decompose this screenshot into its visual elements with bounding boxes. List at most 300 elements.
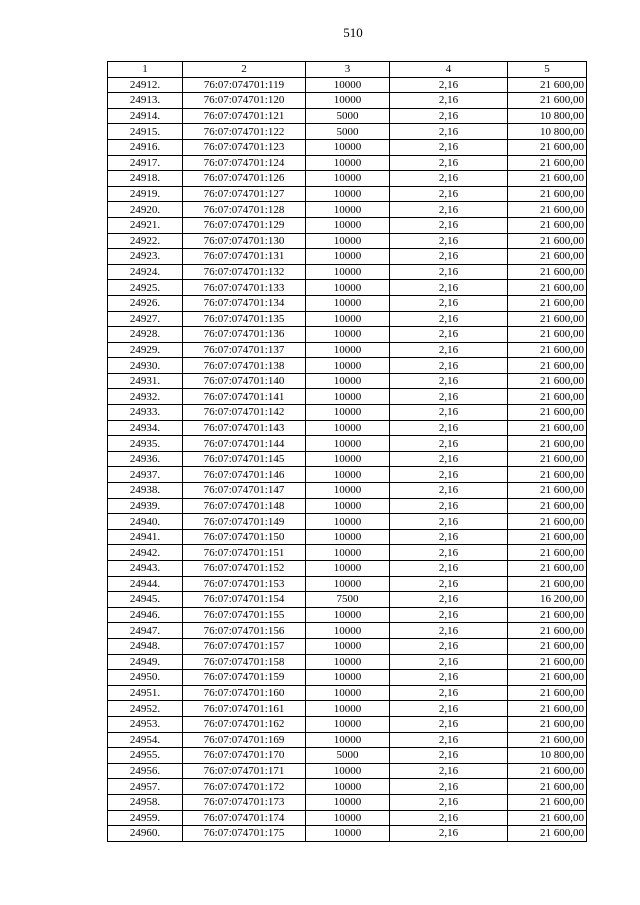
table-cell: 10000 <box>306 389 390 405</box>
table-cell: 10000 <box>306 607 390 623</box>
table-cell: 76:07:074701:170 <box>183 748 306 764</box>
table-cell: 76:07:074701:123 <box>183 139 306 155</box>
table-cell: 21 600,00 <box>508 732 587 748</box>
table-cell: 10000 <box>306 342 390 358</box>
table-cell: 24947. <box>108 623 183 639</box>
table-cell: 10000 <box>306 576 390 592</box>
table-cell: 24938. <box>108 483 183 499</box>
table-cell: 76:07:074701:159 <box>183 670 306 686</box>
table-cell: 10000 <box>306 233 390 249</box>
table-cell: 21 600,00 <box>508 405 587 421</box>
table-row <box>108 654 587 670</box>
table-cell: 24940. <box>108 514 183 530</box>
table-cell: 76:07:074701:169 <box>183 732 306 748</box>
table-cell: 5000 <box>306 124 390 140</box>
table-cell: 2,16 <box>390 732 508 748</box>
table-cell: 21 600,00 <box>508 607 587 623</box>
table-row <box>108 93 587 109</box>
column-header: 5 <box>508 62 587 78</box>
column-header: 1 <box>108 62 183 78</box>
table-cell: 76:07:074701:122 <box>183 124 306 140</box>
table-cell: 10000 <box>306 358 390 374</box>
table-cell: 24924. <box>108 264 183 280</box>
table-cell: 21 600,00 <box>508 716 587 732</box>
table-cell: 2,16 <box>390 217 508 233</box>
table-cell: 24916. <box>108 139 183 155</box>
table-cell: 24917. <box>108 155 183 171</box>
table-cell: 10 800,00 <box>508 748 587 764</box>
table-cell: 10000 <box>306 483 390 499</box>
table-cell: 2,16 <box>390 498 508 514</box>
table-cell: 76:07:074701:150 <box>183 529 306 545</box>
table-cell: 2,16 <box>390 794 508 810</box>
column-header: 2 <box>183 62 306 78</box>
table-cell: 24914. <box>108 108 183 124</box>
table-cell: 2,16 <box>390 483 508 499</box>
table-row <box>108 217 587 233</box>
table-cell: 10000 <box>306 249 390 265</box>
table-cell: 24952. <box>108 701 183 717</box>
table-cell: 10000 <box>306 295 390 311</box>
table-cell: 10000 <box>306 93 390 109</box>
table-cell: 21 600,00 <box>508 514 587 530</box>
table-cell: 10000 <box>306 186 390 202</box>
table-row <box>108 436 587 452</box>
table-cell: 76:07:074701:140 <box>183 373 306 389</box>
table-cell: 2,16 <box>390 389 508 405</box>
table-cell: 24942. <box>108 545 183 561</box>
table-cell: 2,16 <box>390 451 508 467</box>
table-cell: 76:07:074701:137 <box>183 342 306 358</box>
table-row <box>108 701 587 717</box>
table-row <box>108 342 587 358</box>
table-cell: 24946. <box>108 607 183 623</box>
table-row <box>108 327 587 343</box>
table-cell: 2,16 <box>390 670 508 686</box>
table-cell: 76:07:074701:141 <box>183 389 306 405</box>
table-cell: 21 600,00 <box>508 186 587 202</box>
table-cell: 2,16 <box>390 233 508 249</box>
table-cell: 10000 <box>306 436 390 452</box>
table-cell: 10000 <box>306 529 390 545</box>
table-cell: 2,16 <box>390 436 508 452</box>
table-cell: 24941. <box>108 529 183 545</box>
table-cell: 10000 <box>306 77 390 93</box>
table-cell: 21 600,00 <box>508 685 587 701</box>
table-cell: 24925. <box>108 280 183 296</box>
table-row <box>108 311 587 327</box>
table-row <box>108 139 587 155</box>
table-cell: 24928. <box>108 327 183 343</box>
table-cell: 76:07:074701:145 <box>183 451 306 467</box>
table-row <box>108 685 587 701</box>
table-cell: 10000 <box>306 670 390 686</box>
table-cell: 2,16 <box>390 249 508 265</box>
table-cell: 10000 <box>306 373 390 389</box>
table-row <box>108 233 587 249</box>
table-cell: 2,16 <box>390 810 508 826</box>
table-cell: 24949. <box>108 654 183 670</box>
table-cell: 2,16 <box>390 358 508 374</box>
table-cell: 76:07:074701:127 <box>183 186 306 202</box>
table-cell: 21 600,00 <box>508 654 587 670</box>
table-cell: 24932. <box>108 389 183 405</box>
table-cell: 24948. <box>108 638 183 654</box>
table-cell: 2,16 <box>390 108 508 124</box>
table-row <box>108 451 587 467</box>
table-row <box>108 670 587 686</box>
table-cell: 2,16 <box>390 171 508 187</box>
table-cell: 7500 <box>306 592 390 608</box>
table-cell: 2,16 <box>390 155 508 171</box>
table-cell: 76:07:074701:129 <box>183 217 306 233</box>
table-cell: 21 600,00 <box>508 529 587 545</box>
table-cell: 2,16 <box>390 280 508 296</box>
table-cell: 76:07:074701:153 <box>183 576 306 592</box>
table-cell: 76:07:074701:120 <box>183 93 306 109</box>
table-cell: 76:07:074701:157 <box>183 638 306 654</box>
table-cell: 24954. <box>108 732 183 748</box>
table-row <box>108 467 587 483</box>
table-row <box>108 77 587 93</box>
table-cell: 24933. <box>108 405 183 421</box>
table-cell: 24913. <box>108 93 183 109</box>
table-row <box>108 124 587 140</box>
table-cell: 24934. <box>108 420 183 436</box>
table-cell: 76:07:074701:155 <box>183 607 306 623</box>
table-row <box>108 607 587 623</box>
table-cell: 21 600,00 <box>508 202 587 218</box>
table-cell: 10 800,00 <box>508 108 587 124</box>
table-cell: 2,16 <box>390 763 508 779</box>
table-cell: 24926. <box>108 295 183 311</box>
column-header: 4 <box>390 62 508 78</box>
table-cell: 2,16 <box>390 342 508 358</box>
table-row <box>108 405 587 421</box>
table-cell: 76:07:074701:152 <box>183 561 306 577</box>
table-cell: 21 600,00 <box>508 327 587 343</box>
table-row <box>108 186 587 202</box>
table-row <box>108 826 587 842</box>
table-cell: 76:07:074701:154 <box>183 592 306 608</box>
table-row <box>108 514 587 530</box>
table-cell: 76:07:074701:131 <box>183 249 306 265</box>
table-cell: 2,16 <box>390 638 508 654</box>
table-cell: 21 600,00 <box>508 77 587 93</box>
table-cell: 24950. <box>108 670 183 686</box>
table-row <box>108 763 587 779</box>
table-cell: 76:07:074701:162 <box>183 716 306 732</box>
table-row <box>108 592 587 608</box>
table-cell: 21 600,00 <box>508 155 587 171</box>
table-cell: 2,16 <box>390 576 508 592</box>
table-cell: 10000 <box>306 139 390 155</box>
table-cell: 24959. <box>108 810 183 826</box>
table-cell: 2,16 <box>390 592 508 608</box>
table-cell: 10000 <box>306 638 390 654</box>
table-row <box>108 358 587 374</box>
table-row <box>108 108 587 124</box>
table-cell: 24927. <box>108 311 183 327</box>
table-cell: 76:07:074701:138 <box>183 358 306 374</box>
table-cell: 76:07:074701:130 <box>183 233 306 249</box>
table-cell: 5000 <box>306 108 390 124</box>
data-table <box>107 61 587 842</box>
table-cell: 2,16 <box>390 716 508 732</box>
table-cell: 21 600,00 <box>508 794 587 810</box>
table-row <box>108 155 587 171</box>
table-cell: 2,16 <box>390 514 508 530</box>
table-cell: 21 600,00 <box>508 342 587 358</box>
table-cell: 21 600,00 <box>508 623 587 639</box>
table-cell: 2,16 <box>390 77 508 93</box>
table-cell: 2,16 <box>390 561 508 577</box>
table-cell: 21 600,00 <box>508 763 587 779</box>
table-cell: 10000 <box>306 171 390 187</box>
table-cell: 10000 <box>306 763 390 779</box>
table-cell: 21 600,00 <box>508 233 587 249</box>
table-cell: 10000 <box>306 514 390 530</box>
table-cell: 2,16 <box>390 607 508 623</box>
table-cell: 76:07:074701:149 <box>183 514 306 530</box>
table-cell: 2,16 <box>390 779 508 795</box>
table-cell: 2,16 <box>390 467 508 483</box>
table-cell: 2,16 <box>390 373 508 389</box>
table-row <box>108 295 587 311</box>
table-cell: 76:07:074701:156 <box>183 623 306 639</box>
table-cell: 2,16 <box>390 93 508 109</box>
table-cell: 10 800,00 <box>508 124 587 140</box>
table-cell: 76:07:074701:135 <box>183 311 306 327</box>
table-cell: 24919. <box>108 186 183 202</box>
table-cell: 21 600,00 <box>508 358 587 374</box>
table-cell: 24915. <box>108 124 183 140</box>
table-row <box>108 529 587 545</box>
table-cell: 2,16 <box>390 826 508 842</box>
table-cell: 21 600,00 <box>508 779 587 795</box>
table-row <box>108 748 587 764</box>
table-cell: 24935. <box>108 436 183 452</box>
table-cell: 24920. <box>108 202 183 218</box>
table-cell: 5000 <box>306 748 390 764</box>
table-row <box>108 810 587 826</box>
table-cell: 21 600,00 <box>508 576 587 592</box>
table-row <box>108 202 587 218</box>
table-cell: 76:07:074701:132 <box>183 264 306 280</box>
table-cell: 2,16 <box>390 420 508 436</box>
table-cell: 24958. <box>108 794 183 810</box>
table-cell: 76:07:074701:144 <box>183 436 306 452</box>
table-cell: 76:07:074701:158 <box>183 654 306 670</box>
table-row <box>108 389 587 405</box>
table-cell: 24936. <box>108 451 183 467</box>
table-cell: 76:07:074701:119 <box>183 77 306 93</box>
table-cell: 24953. <box>108 716 183 732</box>
table-cell: 2,16 <box>390 654 508 670</box>
table-cell: 10000 <box>306 779 390 795</box>
table-cell: 10000 <box>306 810 390 826</box>
table-cell: 10000 <box>306 264 390 280</box>
table-cell: 76:07:074701:147 <box>183 483 306 499</box>
table-row <box>108 732 587 748</box>
page-number: 510 <box>343 25 363 40</box>
table-cell: 24943. <box>108 561 183 577</box>
table-cell: 21 600,00 <box>508 498 587 514</box>
table-row <box>108 420 587 436</box>
table-cell: 21 600,00 <box>508 264 587 280</box>
table-cell: 10000 <box>306 561 390 577</box>
table-body <box>108 77 587 841</box>
table-row <box>108 638 587 654</box>
table-cell: 21 600,00 <box>508 826 587 842</box>
table-cell: 24955. <box>108 748 183 764</box>
table-cell: 24945. <box>108 592 183 608</box>
table-cell: 2,16 <box>390 701 508 717</box>
table-cell: 76:07:074701:161 <box>183 701 306 717</box>
table-row <box>108 373 587 389</box>
table-cell: 24944. <box>108 576 183 592</box>
table-cell: 10000 <box>306 311 390 327</box>
table-cell: 10000 <box>306 202 390 218</box>
table-cell: 2,16 <box>390 405 508 421</box>
table-cell: 2,16 <box>390 545 508 561</box>
table-cell: 2,16 <box>390 186 508 202</box>
table-cell: 24929. <box>108 342 183 358</box>
table-cell: 21 600,00 <box>508 467 587 483</box>
table-cell: 76:07:074701:174 <box>183 810 306 826</box>
table-cell: 10000 <box>306 405 390 421</box>
table-cell: 21 600,00 <box>508 638 587 654</box>
table-cell: 10000 <box>306 826 390 842</box>
table-cell: 21 600,00 <box>508 483 587 499</box>
table-cell: 24937. <box>108 467 183 483</box>
table-cell: 24939. <box>108 498 183 514</box>
table-header-row <box>108 62 587 78</box>
table-row <box>108 545 587 561</box>
table-cell: 2,16 <box>390 124 508 140</box>
table-cell: 2,16 <box>390 685 508 701</box>
table-cell: 24951. <box>108 685 183 701</box>
table-cell: 2,16 <box>390 295 508 311</box>
table-cell: 24923. <box>108 249 183 265</box>
table-cell: 21 600,00 <box>508 451 587 467</box>
table-cell: 24957. <box>108 779 183 795</box>
table-cell: 76:07:074701:143 <box>183 420 306 436</box>
table-cell: 10000 <box>306 716 390 732</box>
table-cell: 24922. <box>108 233 183 249</box>
table-row <box>108 576 587 592</box>
table-cell: 10000 <box>306 545 390 561</box>
table-cell: 10000 <box>306 701 390 717</box>
table-row <box>108 498 587 514</box>
table-cell: 21 600,00 <box>508 389 587 405</box>
table-row <box>108 794 587 810</box>
table-cell: 76:07:074701:142 <box>183 405 306 421</box>
table-cell: 10000 <box>306 280 390 296</box>
table-cell: 21 600,00 <box>508 810 587 826</box>
table-cell: 10000 <box>306 327 390 343</box>
table-cell: 21 600,00 <box>508 93 587 109</box>
table-cell: 24921. <box>108 217 183 233</box>
table-cell: 24956. <box>108 763 183 779</box>
table-cell: 21 600,00 <box>508 139 587 155</box>
table-cell: 16 200,00 <box>508 592 587 608</box>
table-cell: 21 600,00 <box>508 420 587 436</box>
column-header: 3 <box>306 62 390 78</box>
table-cell: 76:07:074701:175 <box>183 826 306 842</box>
table-cell: 21 600,00 <box>508 280 587 296</box>
table-cell: 10000 <box>306 654 390 670</box>
table-cell: 21 600,00 <box>508 373 587 389</box>
table-cell: 10000 <box>306 451 390 467</box>
table-cell: 2,16 <box>390 748 508 764</box>
table-cell: 21 600,00 <box>508 311 587 327</box>
table-cell: 76:07:074701:133 <box>183 280 306 296</box>
table-cell: 24918. <box>108 171 183 187</box>
table-row <box>108 561 587 577</box>
table-row <box>108 716 587 732</box>
table-cell: 76:07:074701:121 <box>183 108 306 124</box>
table-cell: 76:07:074701:160 <box>183 685 306 701</box>
table-cell: 10000 <box>306 685 390 701</box>
table-cell: 21 600,00 <box>508 295 587 311</box>
table-cell: 2,16 <box>390 311 508 327</box>
table-cell: 21 600,00 <box>508 701 587 717</box>
table-cell: 76:07:074701:148 <box>183 498 306 514</box>
table-cell: 76:07:074701:126 <box>183 171 306 187</box>
table-cell: 24912. <box>108 77 183 93</box>
table-cell: 10000 <box>306 467 390 483</box>
table-cell: 10000 <box>306 498 390 514</box>
table-row <box>108 779 587 795</box>
table-row <box>108 483 587 499</box>
table-cell: 21 600,00 <box>508 545 587 561</box>
table-cell: 21 600,00 <box>508 249 587 265</box>
table-cell: 76:07:074701:134 <box>183 295 306 311</box>
table-cell: 10000 <box>306 794 390 810</box>
table-cell: 10000 <box>306 623 390 639</box>
table-cell: 2,16 <box>390 327 508 343</box>
table-cell: 24930. <box>108 358 183 374</box>
table-cell: 24960. <box>108 826 183 842</box>
table-cell: 76:07:074701:146 <box>183 467 306 483</box>
table-cell: 2,16 <box>390 264 508 280</box>
table-row <box>108 264 587 280</box>
table-cell: 10000 <box>306 732 390 748</box>
table-cell: 76:07:074701:172 <box>183 779 306 795</box>
table-cell: 76:07:074701:128 <box>183 202 306 218</box>
table-cell: 10000 <box>306 155 390 171</box>
table-cell: 21 600,00 <box>508 217 587 233</box>
table-row <box>108 623 587 639</box>
table-cell: 76:07:074701:151 <box>183 545 306 561</box>
table-row <box>108 280 587 296</box>
table-cell: 2,16 <box>390 139 508 155</box>
table-row <box>108 249 587 265</box>
table-cell: 76:07:074701:173 <box>183 794 306 810</box>
table-cell: 76:07:074701:124 <box>183 155 306 171</box>
table-cell: 76:07:074701:171 <box>183 763 306 779</box>
table-cell: 10000 <box>306 420 390 436</box>
table-cell: 10000 <box>306 217 390 233</box>
table-cell: 2,16 <box>390 529 508 545</box>
table-cell: 21 600,00 <box>508 436 587 452</box>
table-cell: 21 600,00 <box>508 171 587 187</box>
table-row <box>108 171 587 187</box>
table-cell: 76:07:074701:136 <box>183 327 306 343</box>
table-cell: 21 600,00 <box>508 561 587 577</box>
table-cell: 2,16 <box>390 623 508 639</box>
